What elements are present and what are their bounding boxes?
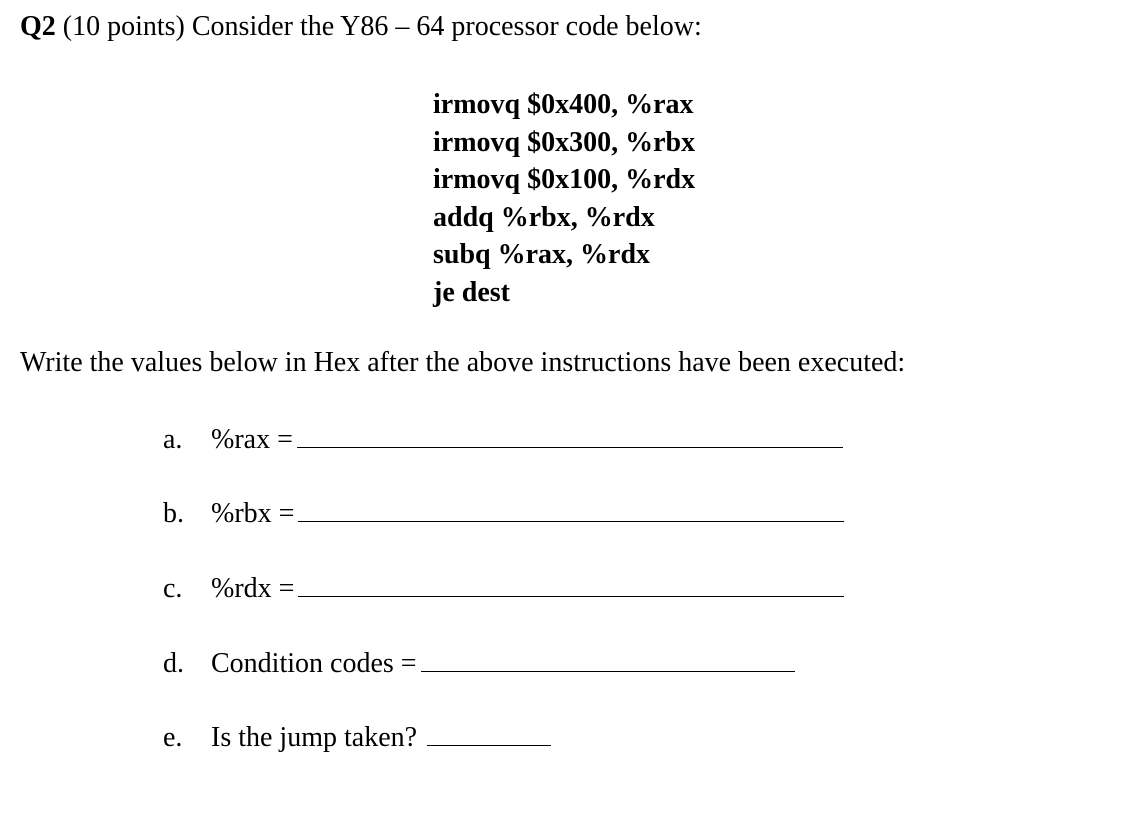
code-line: irmovq $0x400, %rax xyxy=(433,89,694,120)
item-letter: b. xyxy=(163,498,184,529)
question-number: Q2 xyxy=(20,11,56,42)
item-letter: e. xyxy=(163,722,183,753)
code-line: irmovq $0x300, %rbx xyxy=(433,126,696,158)
item-letter: a. xyxy=(163,424,183,455)
answer-item-rbx xyxy=(163,495,844,531)
item-prompt: Is the jump taken? xyxy=(211,722,418,753)
question-header xyxy=(20,10,702,44)
question-text: (10 points) Consider the Y86 – 64 processor code below: xyxy=(62,11,702,42)
item-letter: d. xyxy=(163,648,184,679)
answer-blank-rax[interactable] xyxy=(297,421,843,448)
answer-item-rax xyxy=(163,421,843,457)
answer-blank-rdx[interactable] xyxy=(298,570,844,597)
answer-item-condition-codes xyxy=(163,645,795,681)
instruction-text: Write the values below in Hex after the above instructions have been executed: xyxy=(20,347,906,378)
item-letter: c. xyxy=(163,573,183,604)
code-line: irmovq $0x100, %rdx xyxy=(433,164,696,195)
code-line: je dest xyxy=(433,276,510,308)
code-block xyxy=(433,86,695,311)
item-prompt: %rdx = xyxy=(211,573,295,604)
answer-item-rdx xyxy=(163,570,844,606)
code-line: subq %rax, %rdx xyxy=(433,239,651,270)
item-prompt: %rbx = xyxy=(211,498,295,529)
answer-blank-rbx[interactable] xyxy=(298,495,844,522)
item-prompt: %rax = xyxy=(211,424,293,455)
answer-item-jump-taken xyxy=(163,719,551,755)
answer-blank-condition-codes[interactable] xyxy=(421,645,795,672)
answer-blank-jump-taken[interactable] xyxy=(427,719,551,746)
code-line: addq %rbx, %rdx xyxy=(433,201,655,233)
item-prompt: Condition codes = xyxy=(211,648,417,679)
